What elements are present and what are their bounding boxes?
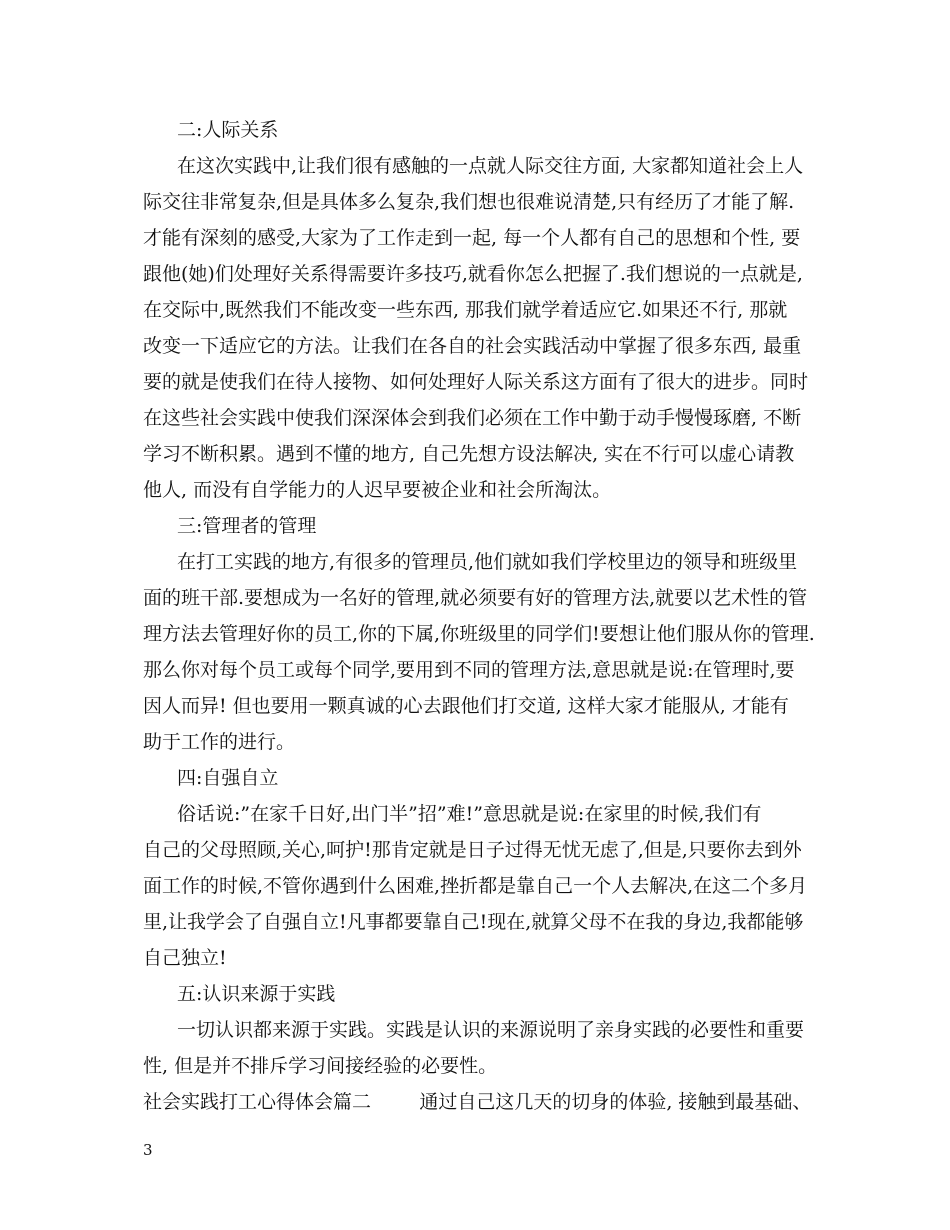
body-line: 学习不断积累。遇到不懂的地方, 自己先想方设法解决, 实在不行可以虚心请教 bbox=[143, 443, 795, 465]
body-line: 在这次实践中,让我们很有感触的一点就人际交往方面, 大家都知道社会上人 bbox=[177, 155, 804, 177]
page-number: 3 bbox=[143, 1141, 153, 1159]
body-line: 助于工作的进行。 bbox=[143, 731, 296, 753]
body-line: 跟他(她)们处理好关系得需要许多技巧,就看你怎么把握了.我们想说的一点就是, bbox=[143, 263, 803, 285]
body-line: 自己的父母照顾,关心,呵护!那肯定就是日子过得无忧无虑了,但是,只要你去到外 bbox=[143, 839, 802, 861]
body-line: 里,让我学会了自强自立!凡事都要靠自己!现在,就算父母不在我的身边,我都能够 bbox=[143, 911, 804, 933]
body-line: 要的就是使我们在待人接物、如何处理好人际关系这方面有了很大的进步。同时 bbox=[143, 371, 809, 393]
section-heading-interpersonal: 二:人际关系 bbox=[177, 119, 279, 141]
body-line: 在交际中,既然我们不能改变一些东西, 那我们就学着适应它.如果还不行, 那就 bbox=[143, 299, 788, 321]
section-heading-self-reliance: 四:自强自立 bbox=[177, 767, 279, 789]
body-line: 因人而异! 但也要用一颗真诚的心去跟他们打交道, 这样大家才能服从, 才能有 bbox=[143, 695, 789, 717]
body-line: 在这些社会实践中使我们深深体会到我们必须在工作中勤于动手慢慢琢磨, 不断 bbox=[143, 407, 802, 429]
body-line: 面的班干部.要想成为一名好的管理,就必须要有好的管理方法,就要以艺术性的管 bbox=[143, 587, 808, 609]
section-heading-practice: 五:认识来源于实践 bbox=[177, 983, 336, 1005]
body-line: 在打工实践的地方,有很多的管理员,他们就如我们学校里边的领导和班级里 bbox=[177, 551, 798, 573]
body-line: 面工作的时候,不管你遇到什么困难,挫折都是靠自己一个人去解决,在这二个多月 bbox=[143, 875, 808, 897]
body-line: 才能有深刻的感受,大家为了工作走到一起, 每一个人都有自己的思想和个性, 要 bbox=[143, 227, 801, 249]
body-line: 那么你对每个员工或每个同学,要用到不同的管理方法,意思就是说:在管理时,要 bbox=[143, 659, 795, 681]
body-line: 俗话说:”在家千日好,出门半”招”难!”意思就是说:在家里的时候,我们有 bbox=[177, 803, 762, 825]
section-heading-management: 三:管理者的管理 bbox=[177, 515, 317, 537]
body-line: 际交往非常复杂,但是具体多么复杂,我们想也很难说清楚,只有经历了才能了解. bbox=[143, 191, 795, 213]
body-line: 社会实践打工心得体会篇二 通过自己这几天的切身的体验, 接触到最基础、 bbox=[143, 1091, 812, 1113]
body-line: 改变一下适应它的方法。让我们在各自的社会实践活动中掌握了很多东西, 最重 bbox=[143, 335, 802, 357]
body-line: 性, 但是并不排斥学习间接经验的必要性。 bbox=[143, 1055, 498, 1077]
body-line: 理方法去管理好你的员工,你的下属,你班级里的同学们!要想让他们服从你的管理. bbox=[143, 623, 815, 645]
body-line: 他人, 而没有自学能力的人迟早要被企业和社会所淘汰。 bbox=[143, 479, 612, 501]
body-line: 一切认识都来源于实践。实践是认识的来源说明了亲身实践的必要性和重要 bbox=[177, 1019, 805, 1041]
body-line: 自己独立! bbox=[143, 947, 227, 969]
